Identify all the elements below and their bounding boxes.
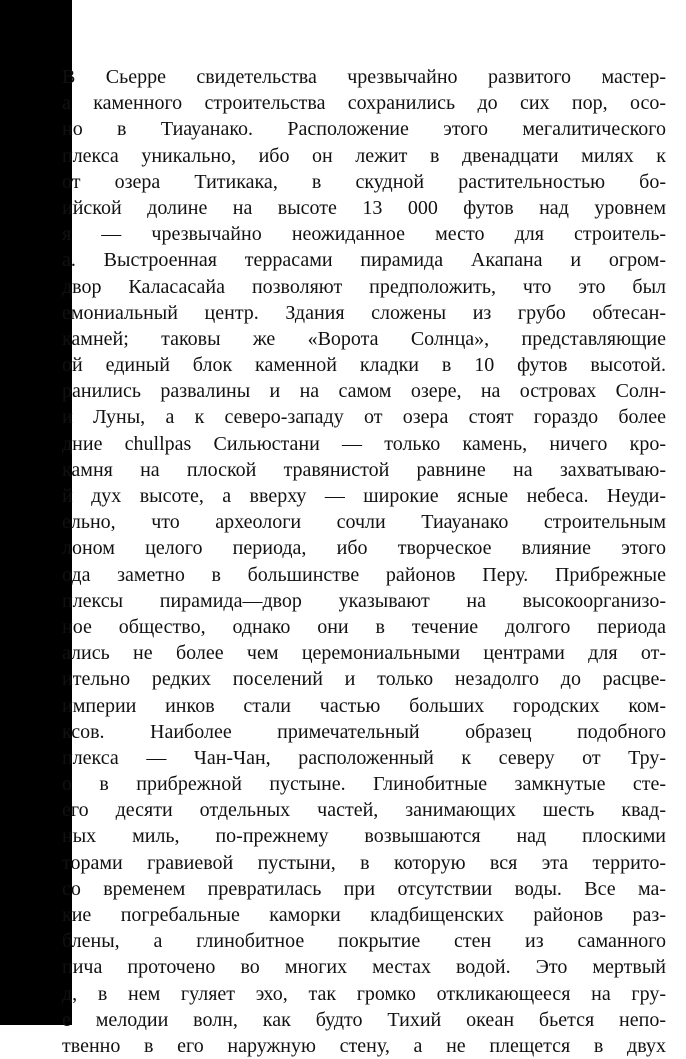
text-line: ийской долине на высоте 13 000 футов над уровнем: [62, 196, 666, 219]
text-line: а каменного строительства сохранились до сих пор, осо-: [62, 92, 666, 115]
text-line: камней; таковы же «Ворота Солнца», представляющие: [62, 327, 666, 350]
text-line: ой единый блок каменной кладки в 10 футов высотой.: [62, 354, 666, 377]
text-line: е мелодии волн, как будто Тихий океан бьется непо-: [62, 1008, 666, 1031]
text-line: а. Выстроенная террасами пирамида Акапана и огром-: [62, 249, 666, 272]
text-line: ксов. Наиболее примечательный образец подобного: [62, 720, 666, 743]
text-line: пича проточено во многих местах водой. Это мертвый: [62, 956, 666, 979]
text-line: его десяти отдельных частей, занимающих шесть квад-: [62, 799, 666, 822]
text-line: двор Каласасайа позволяют предположить, что это был: [62, 275, 666, 298]
text-line: дние chullpas Сильюстани — только камень, ничего кро-: [62, 432, 666, 455]
text-line: ались не более чем церемониальными центрами для от-: [62, 642, 666, 665]
text-line: твенно в его наружную стену, а не плещется в двух: [62, 1034, 666, 1057]
text-line: но в Тиауанако. Расположение этого мегалитического: [62, 118, 666, 141]
text-line: плекса — Чан-Чан, расположенный к северу от Тру-: [62, 746, 666, 769]
text-line: емониальный центр. Здания сложены из грубо обтесан-: [62, 301, 666, 324]
text-line: й дух высоте, а вверху — широкие ясные небеса. Неуди-: [62, 485, 666, 507]
page-text-block: [62, 64, 666, 1059]
text-line: камня на плоской травянистой равнине на захватываю-: [62, 458, 666, 481]
text-line: ительно редких поселений и только незадолго до расцве-: [62, 668, 666, 691]
text-line: ное общество, однако они в течение долгого периода: [62, 615, 666, 638]
text-line: ных миль, по-прежнему возвышаются над плоскими: [62, 825, 666, 848]
text-line: д, в нем гуляет эхо, так громко откликающееся на гру-: [62, 982, 666, 1005]
text-line: ранились развалины и на самом озере, на островах Солн-: [62, 380, 666, 403]
text-line: плексы пирамида—двор указывают на высокоорганизо-: [62, 589, 666, 612]
text-line: лоном целого периода, ибо творческое влияние этого: [62, 537, 666, 560]
text-line: и Луны, а к северо-западу от озера стоят гораздо более: [62, 406, 666, 429]
text-line: я — чрезвычайно неожиданное место для строитель-: [62, 223, 666, 246]
text-line: блены, а глинобитное покрытие стен из саманного: [62, 930, 666, 953]
text-line: империи инков стали частью больших городских ком-: [62, 694, 666, 717]
text-line: кие погребальные каморки кладбищенских районов раз-: [62, 904, 666, 926]
text-line: ода заметно в большинстве районов Перу. Прибрежные: [62, 563, 666, 586]
text-line: со временем превратилась при отсутствии воды. Все ма-: [62, 877, 666, 900]
text-line: плекса уникально, ибо он лежит в двенадцати милях к: [62, 144, 666, 167]
text-line: торами гравиевой пустыни, в которую вся эта террито-: [62, 851, 666, 874]
text-line: о в прибрежной пустыне. Глинобитные замкнутые сте-: [62, 773, 666, 796]
text-line: В Сьерре свидетельства чрезвычайно развитого мастер-: [62, 66, 666, 88]
text-line: ельно, что археологи сочли Тиауанако строительным: [62, 511, 666, 534]
text-line: от озера Титикака, в скудной растительностью бо-: [62, 170, 666, 193]
